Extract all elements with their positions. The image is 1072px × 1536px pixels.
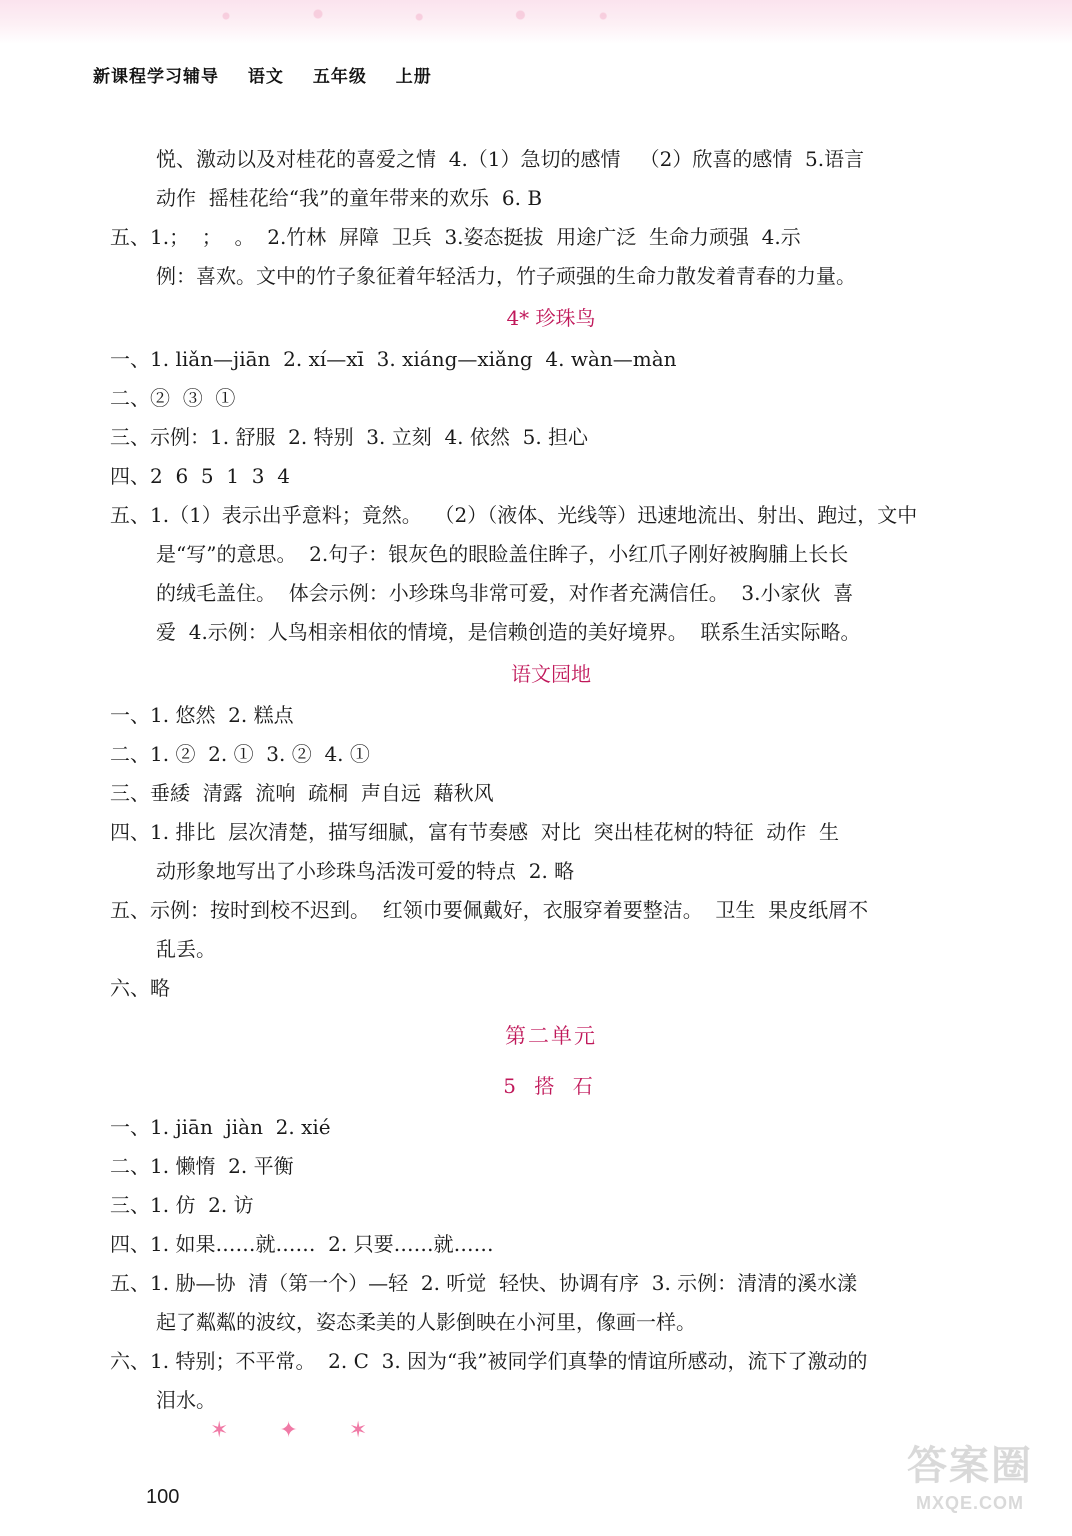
answer-line: 是“写”的意思。 2.句子：银灰色的眼睑盖住眸子，小红爪子刚好被胸脯上长长 bbox=[156, 542, 849, 566]
subject-label: 语文 bbox=[247, 67, 284, 87]
book-title: 新课程学习辅导 bbox=[93, 67, 219, 87]
answer-line: 五、1.； ； 。 2.竹林 屏障 卫兵 3.姿态挺拔 用途广泛 生命力顽强 4.示 bbox=[110, 225, 801, 249]
answer-line: 二、② ③ ① bbox=[110, 386, 236, 410]
star-ornament-icon: ✶ ✦ ✶ bbox=[210, 1418, 390, 1443]
running-header bbox=[93, 62, 454, 87]
volume-label: 上册 bbox=[395, 67, 432, 87]
section-heading: 4* 珍珠鸟 bbox=[506, 306, 596, 330]
watermark bbox=[880, 1440, 1060, 1530]
answer-line: 二、1. 懒惰 2. 平衡 bbox=[110, 1154, 294, 1178]
answer-line: 乱丢。 bbox=[156, 937, 216, 961]
section-heading: 5 搭 石 bbox=[503, 1074, 599, 1098]
answer-line: 爱 4.示例：人鸟相亲相依的情境，是信赖创造的美好境界。 联系生活实际略。 bbox=[156, 620, 861, 644]
answer-line: 起了粼粼的波纹，姿态柔美的人影倒映在小河里，像画一样。 bbox=[156, 1310, 696, 1334]
unit-heading: 第二单元 bbox=[505, 1024, 597, 1048]
answer-line: 四、2 6 5 1 3 4 bbox=[110, 464, 290, 488]
answer-line: 一、1. jiān jiàn 2. xié bbox=[110, 1115, 331, 1139]
answer-line: 例：喜欢。文中的竹子象征着年轻活力，竹子顽强的生命力散发着青春的力量。 bbox=[156, 264, 856, 288]
answer-line: 一、1. liǎn—jiān 2. xí—xī 3. xiáng—xiǎng 4. wàn—màn bbox=[110, 347, 677, 371]
watermark-logo-text: 答案圈 bbox=[907, 1444, 1033, 1488]
answer-line: 动形象地写出了小珍珠鸟活泼可爱的特点 2. 略 bbox=[156, 859, 575, 883]
answer-line: 一、1. 悠然 2. 糕点 bbox=[110, 703, 294, 727]
answer-line: 三、1. 仿 2. 访 bbox=[110, 1193, 254, 1217]
answer-line: 的绒毛盖住。 体会示例：小珍珠鸟非常可爱，对作者充满信任。 3.小家伙 喜 bbox=[156, 581, 854, 605]
dot-ornament-icon bbox=[180, 6, 640, 26]
answer-line: 泪水。 bbox=[156, 1388, 216, 1412]
answer-content bbox=[110, 140, 992, 1420]
top-decoration-band bbox=[0, 0, 1072, 44]
answer-line: 五、1.（1）表示出乎意料；竟然。 （2）（液体、光线等）迅速地流出、射出、跑过，文中 bbox=[110, 503, 918, 527]
answer-line: 六、1. 特别；不平常。 2. C 3. 因为“我”被同学们真挚的情谊所感动，流下了激动的 bbox=[110, 1349, 868, 1373]
answer-line: 五、1. 胁—协 清（第一个）—轻 2. 听觉 轻快、协调有序 3. 示例：清清的溪水漾 bbox=[110, 1271, 858, 1295]
grade-label: 五年级 bbox=[312, 67, 367, 87]
watermark-site: MXQE.COM bbox=[915, 1493, 1024, 1513]
answer-line: 五、示例：按时到校不迟到。 红领巾要佩戴好，衣服穿着要整洁。 卫生 果皮纸屑不 bbox=[110, 898, 869, 922]
answer-line: 二、1. ② 2. ① 3. ② 4. ① bbox=[110, 742, 370, 766]
section-heading: 语文园地 bbox=[511, 662, 591, 686]
answer-line: 动作 摇桂花给“我”的童年带来的欢乐 6. B bbox=[156, 186, 543, 210]
answer-line: 三、示例：1. 舒服 2. 特别 3. 立刻 4. 依然 5. 担心 bbox=[110, 425, 589, 449]
answer-line: 三、垂緌 清露 流响 疏桐 声自远 藉秋风 bbox=[110, 781, 494, 805]
answer-line: 六、略 bbox=[110, 976, 170, 1000]
page-number: 100 bbox=[146, 1486, 180, 1508]
answer-line: 四、1. 排比 层次清楚，描写细腻，富有节奏感 对比 突出桂花树的特征 动作 生 bbox=[110, 820, 840, 844]
answer-line: 悦、激动以及对桂花的喜爱之情 4.（1）急切的感情 （2）欣喜的感情 5.语言 bbox=[156, 147, 865, 171]
answer-line: 四、1. 如果……就…… 2. 只要……就…… bbox=[110, 1232, 494, 1256]
